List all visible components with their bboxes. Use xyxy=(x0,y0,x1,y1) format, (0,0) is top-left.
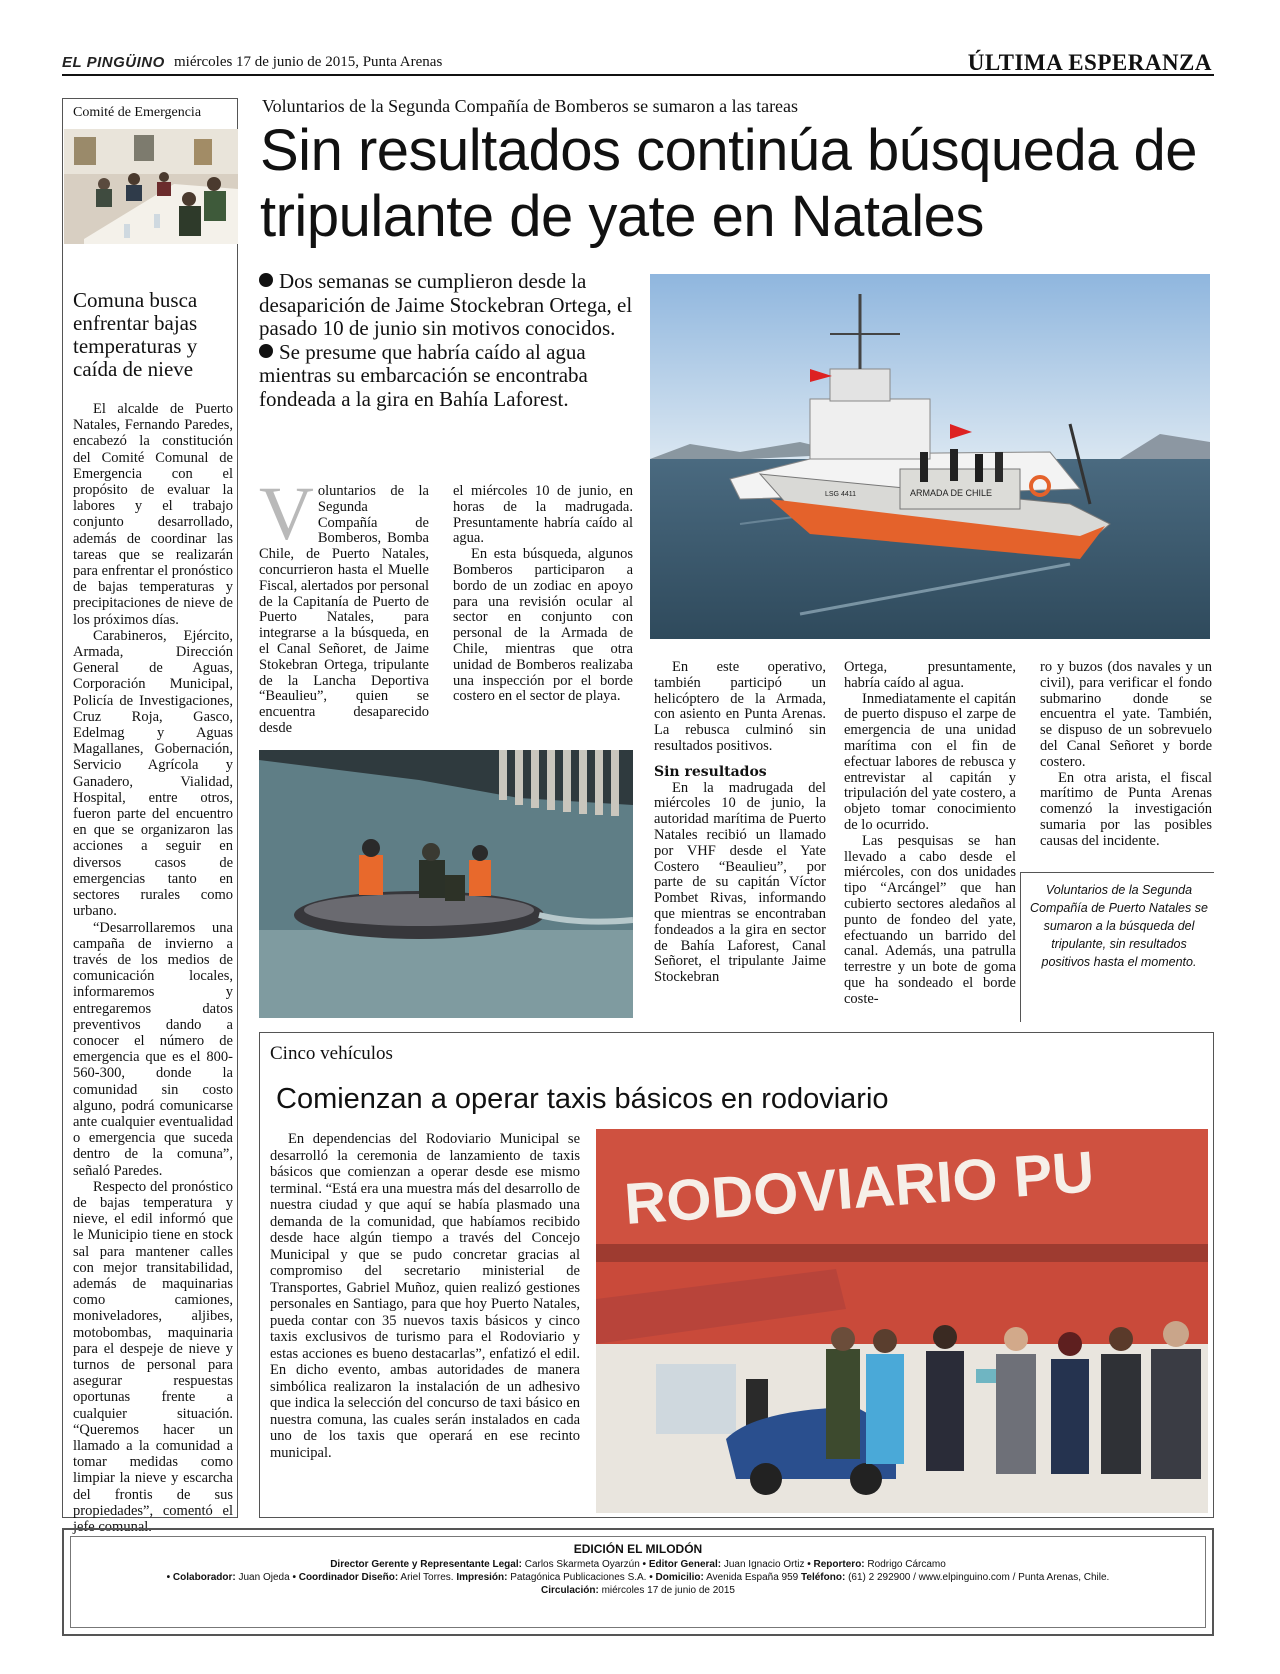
article-paragraph: Las pesquisas se han llevado a cabo desde el miércoles, con dos unidades tipo “Arcángel” que han cubierto sectores aledaños al punto de fondeo del yate, efectuando un barrido del canal. Además, una patrulla terrestre y un bote de goma que ha sondeado el borde coste- xyxy=(844,832,1016,1007)
taxi-paragraph: En dependencias del Rodoviario Municipal se desarrolló la ceremonia de lanzamiento de taxis básicos que comienzan a operar desde ese mismo terminal. “Está era una muestra más del desarrollo de nuestra ciudad y que aquí se había plasmado una demanda de la comunidad, que habíamos recibido desde hace algún tiempo a través del Concejo Municipal y que se pudo concretar gracias al compromiso del secretario ministerial de Transportes, Gabriel Muñoz, quien realizó gestiones personales en Santiago, para que hoy Puerto Natales, pueda contar con 35 nuevos taxis básicos y cinco taxis exclusivos de turismo para el Rodoviario y estas acciones es bueno destacarlas”, enfatizó el edil. En dicho evento, ambas autoridades de manera simbólica realizaron la instalación de un adhesivo que indica la selección del concurso de taxi básico en nuestra comuna, las cuales serán instalados en cada uno de los taxis que operará en ese recinto municipal. xyxy=(270,1131,580,1461)
taxi-article xyxy=(259,1032,1214,1518)
article-subhead: Sin resultados xyxy=(654,763,767,780)
credits-inner xyxy=(70,1536,1206,1628)
sidebar-paragraph: Respecto del pronóstico de bajas temperatura y nieve, el edil informó que le Municipio tiene en stock sal para mantener calles con mejor transitabilidad, además de maquinarias como camiones, moniveladores, aljibes, motobombas, maquinaria para el despeje de nieve y turnos de personal para asegurar respuestas oportunas frente a cualquier situación. “Queremos hacer un llamado a la comunidad a tomar medidas como limpiar la nieve y escarcha del frontis de sus propiedades”, comentó el jefe comunal. xyxy=(73,1178,233,1536)
article-headline: Sin resultados continúa búsqueda de tripulante de yate en Natales xyxy=(260,118,1197,249)
article-column-1 xyxy=(259,472,429,737)
newspaper-logo: EL PINGÜINO xyxy=(62,54,165,71)
rodoviario-sign-text: RODOVIARIO PU xyxy=(622,1139,1097,1237)
summary-item: Dos semanas se cumplieron desde la desaparición de Jaime Stockebran Ortega, el pasado 10 de junio sin motivos conocidos. xyxy=(259,269,633,340)
meeting-photo xyxy=(64,129,238,244)
article-paragraph: En otra arista, el fiscal marítimo de Punta Arenas comenzó la investigación sumaria por las posibles causas del incidente. xyxy=(1040,769,1212,849)
sidebar-paragraph: El alcalde de Puerto Natales, Fernando Paredes, encabezó la constitución del Comité Comunal de Emergencia con el propósito de evaluar la labores y el trabajo conjunto desarrollado, además de coordinar las tareas que se realizarán para enfrentar el pronóstico de bajas temperaturas y precipitaciones de nieve de los próximos días. xyxy=(73,401,233,628)
credits-line-1: Director Gerente y Representante Legal: Carlos Skarmeta Oyarzún • Editor General: Juan Ignacio Ortiz • Reportero: Rodrigo Cárcamo xyxy=(330,1559,946,1570)
article-paragraph: oluntarios de la Segunda Compañía de Bomberos, Bomba Chile, de Puerto Natales, concurrieron hasta el Muelle Fiscal, alertados por personal de la Capitanía de Puerto de Puerto Natales, para integrarse a la búsqueda, en el Canal Señoret, de Jaime Stokebran Ortega, tripulante de la Lancha Deportiva “Beaulieu”, quien se encuentra desaparecido desde xyxy=(259,483,429,736)
article-paragraph: ro y buzos (dos navales y un civil), para verificar el fondo submarino donde se encuentra el yate. También, se dispuso de un sobrevuelo del Canal Señoret y borde costero. xyxy=(1040,659,1212,770)
zodiac-rescue-photo xyxy=(259,750,633,1018)
taxi-kicker: Cinco vehículos xyxy=(270,1043,393,1064)
edition-title: EDICIÓN EL MILODÓN xyxy=(573,1542,703,1556)
sidebar-headline: Comuna busca enfrentar bajas temperaturas y caída de nieve xyxy=(73,288,198,381)
article-paragraph: En la madrugada del miércoles 10 de junio, la autoridad marítima de Puerto Natales recibió un llamado por VHF desde el Yate Costero “Beaulieu”, por parte de su capitán Víctor Pombet Rivas, informando que mientras se encontraban fondeados a la gira en sector de Bahía Laforest, Canal Señoret, el tripulante Jaime Stockebran xyxy=(654,779,826,986)
navy-boat-photo xyxy=(650,274,1210,639)
sidebar-kicker: Comité de Emergencia xyxy=(73,105,202,120)
photo-caption: Voluntarios de la Segunda Compañía de Puerto Natales se sumaron a la búsqueda del tripulante, sin resultados positivos hasta el momento. xyxy=(1030,883,1208,969)
section-title: ÚLTIMA ESPERANZA xyxy=(967,50,1212,75)
bullet-icon xyxy=(259,344,273,358)
article-column-3 xyxy=(654,660,826,986)
article-paragraph: En este operativo, también participó un helicóptero de la Armada, con asiento en Punta Arenas. La rebusca culminó sin resultados positivos. xyxy=(654,659,826,754)
sidebar-body xyxy=(73,401,233,1535)
article-column-5 xyxy=(1040,660,1212,850)
dropcap: V xyxy=(259,472,314,556)
credits-line-3: Circulación: miércoles 17 de junio de 2015 xyxy=(540,1585,735,1596)
article-kicker: Voluntarios de la Segunda Compañía de Bomberos se sumaron a las tareas xyxy=(262,96,799,116)
rodoviario-ceremony-photo xyxy=(596,1129,1208,1513)
article-paragraph: Inmediatamente el capitán de puerto dispuso el zarpe de emergencia de una unidad marítima con el fin de efectuar labores de rebusca y entrevistar al capitán y tripulación del yate costero, a objeto tomar conocimiento de lo ocurrido. xyxy=(844,690,1016,833)
article-paragraph: En esta búsqueda, algunos Bomberos participaron a bordo de un zodiac en apoyo para una revisión ocular al sector en conjunto con personal de la Armada de Chile, mientras que otra unidad de Bomberos realizaba una inspección por el borde costero en el sector de playa. xyxy=(453,546,633,705)
credits-box xyxy=(62,1528,1214,1636)
bullet-icon xyxy=(259,273,273,287)
issue-date: miércoles 17 de junio de 2015, Punta Arenas xyxy=(174,54,443,70)
article-column-2 xyxy=(453,484,633,705)
boat-id-text: LSG 4411 xyxy=(825,491,857,498)
taxi-headline: Comienzan a operar taxis básicos en rodoviario xyxy=(276,1083,889,1115)
summary-item: Se presume que habría caído al agua mientras su embarcación se encontraba fondeada a la gira en Bahía Laforest. xyxy=(259,339,588,411)
article-column-4 xyxy=(844,660,1016,1008)
credits-line-2: • Colaborador: Juan Ojeda • Coordinador Diseño: Ariel Torres. Impresión: Patagónica Publicaciones S.A. • Domicilio: Avenida España 959 Teléfono: (61) 2 292900 / www.elpinguino.com / Punta Arenas, Chile. xyxy=(166,1572,1110,1583)
sidebar-paragraph: “Desarrollaremos una campaña de invierno a través de los medios de comunicación locales, informaremos y entregaremos datos preventivos dando a conocer el número de emergencia que es el 800-560-300, donde la comunidad sin costo alguno, podrá comunicarse ante cualquier eventualidad o emergencia que suceda dentro de la comuna”, señaló Paredes. xyxy=(73,919,233,1179)
sidebar-paragraph: Carabineros, Ejército, Armada, Dirección General de Aguas, Corporación Municipal, Policía de Investigaciones, Cruz Roja, Gasco, Edelmag y Aguas Magallanes, Gobernación, Servicio Agrícola y Ganadero, Vialidad, Hospital, entre otros, fueron parte del encuentro en que se organizaron las acciones a seguir en diversos casos de emergencias tanto en sectores rurales como urbano. xyxy=(73,627,233,920)
boat-name-text: ARMADA DE CHILE xyxy=(910,488,993,498)
masthead xyxy=(62,50,1214,76)
article-summary xyxy=(259,270,639,411)
article-paragraph: Ortega, presuntamente, habría caído al agua. xyxy=(844,659,1016,691)
taxi-body xyxy=(270,1131,580,1461)
sidebar-article xyxy=(62,98,238,1536)
article-paragraph: el miércoles 10 de junio, en horas de la madrugada. Presuntamente habría caído al agua. xyxy=(453,483,633,547)
photo-caption-box xyxy=(1020,872,1214,1022)
